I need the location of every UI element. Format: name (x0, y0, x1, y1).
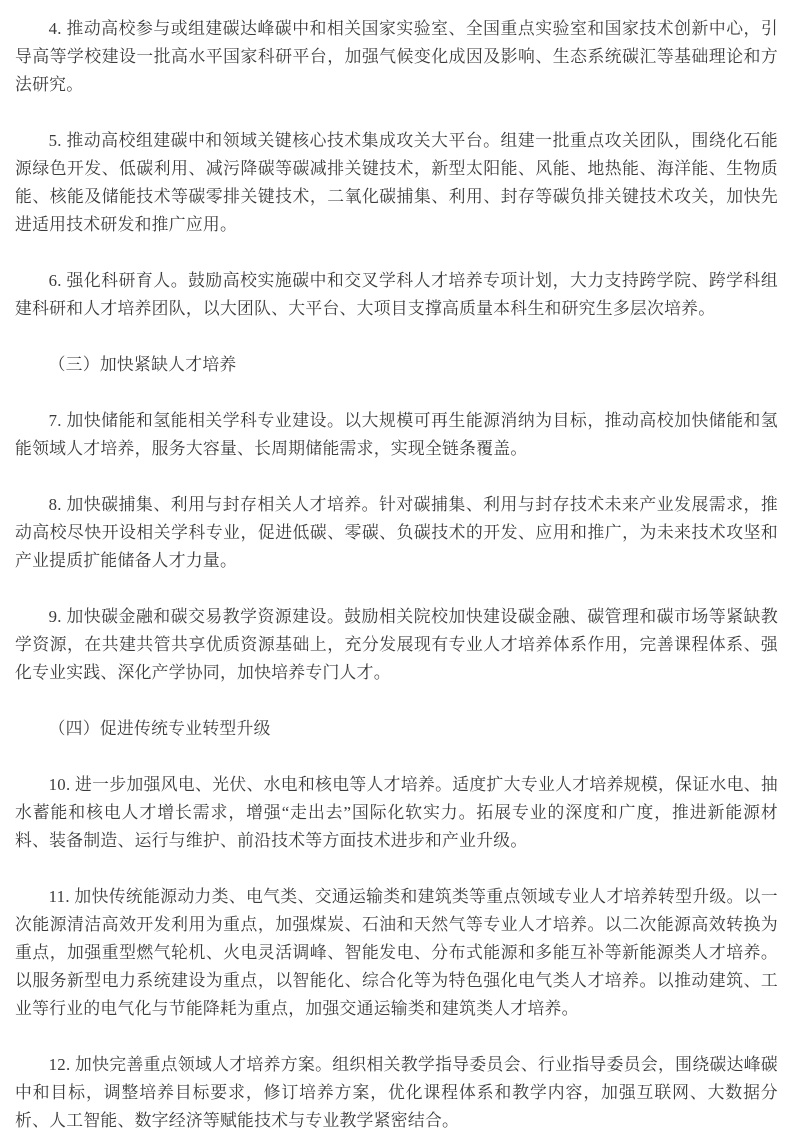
paragraph: 6. 强化科研育人。鼓励高校实施碳中和交叉学科人才培养专项计划，大力支持跨学院、跨学科组建科研和人才培养团队，以大团队、大平台、大项目支撑高质量本科生和研究生多层次培养。 (15, 271, 778, 318)
paragraph: 9. 加快碳金融和碳交易教学资源建设。鼓励相关院校加快建设碳金融、碳管理和碳市场等紧缺教学资源，在共建共管共享优质资源基础上，充分发展现有专业人才培养体系作用，完善课程体系、强化专业实践、深化产学协同，加快培养专门人才。 (15, 607, 778, 682)
section-heading: （三）加快紧缺人才培养 (48, 355, 237, 374)
paragraph: 10. 进一步加强风电、光伏、水电和核电等人才培养。适度扩大专业人才培养规模，保证水电、抽水蓄能和核电人才增长需求，增强“走出去”国际化软实力。拓展专业的深度和广度，推进新能源材料、装备制造、运行与维护、前沿技术等方面技术进步和产业升级。 (15, 775, 778, 850)
paragraph: 4. 推动高校参与或组建碳达峰碳中和相关国家实验室、全国重点实验室和国家技术创新中心，引导高等学校建设一批高水平国家科研平台，加强气候变化成因及影响、生态系统碳汇等基础理论和方法研究。 (15, 19, 778, 94)
paragraph: 12. 加快完善重点领域人才培养方案。组织相关教学指导委员会、行业指导委员会，围绕碳达峰碳中和目标，调整培养目标要求，修订培养方案，优化课程体系和教学内容，加强互联网、大数据分析、人工智能、数字经济等赋能技术与专业教学紧密结合。 (15, 1055, 778, 1130)
paragraph: 8. 加快碳捕集、利用与封存相关人才培养。针对碳捕集、利用与封存技术未来产业发展需求，推动高校尽快开设相关学科专业，促进低碳、零碳、负碳技术的开发、应用和推广，为未来技术攻坚和产业提质扩能储备人才力量。 (15, 495, 778, 570)
paragraph: 11. 加快传统能源动力类、电气类、交通运输类和建筑类等重点领域专业人才培养转型升级。以一次能源清洁高效开发利用为重点，加强煤炭、石油和天然气等专业人才培养。以二次能源高效转换为重点，加强重型燃气轮机、火电灵活调峰、智能发电、分布式能源和多能互补等新能源类人才培养。以服务新型电力系统建设为重点，以智能化、综合化等为特色强化电气类人才培养。以推动建筑、工业等行业的电气化与节能降耗为重点，加强交通运输类和建筑类人才培养。 (15, 887, 778, 1018)
document-body (15, 15, 778, 1135)
section-heading: （四）促进传统专业转型升级 (48, 719, 271, 738)
paragraph: 7. 加快储能和氢能相关学科专业建设。以大规模可再生能源消纳为目标，推动高校加快储能和氢能领域人才培养，服务大容量、长周期储能需求，实现全链条覆盖。 (15, 411, 778, 458)
paragraph: 5. 推动高校组建碳中和领域关键核心技术集成攻关大平台。组建一批重点攻关团队，围绕化石能源绿色开发、低碳利用、减污降碳等碳减排关键技术，新型太阳能、风能、地热能、海洋能、生物质能、核能及储能技术等碳零排关键技术，二氧化碳捕集、利用、封存等碳负排关键技术攻关，加快先进适用技术研发和推广应用。 (15, 131, 778, 234)
